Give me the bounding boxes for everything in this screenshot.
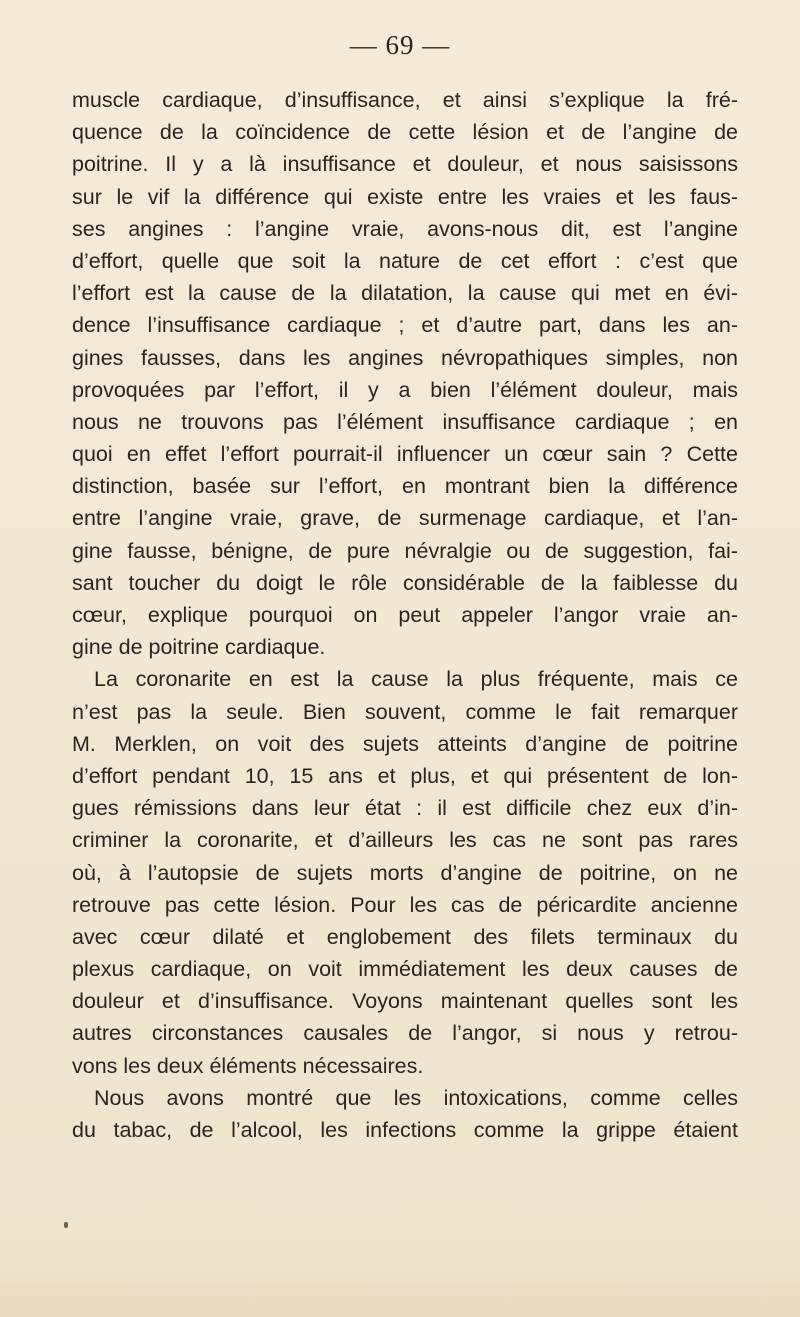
text-line: avec cœur dilaté et englobement des filets terminaux du [72, 924, 738, 949]
text-line: douleur et d’insuffisance. Voyons maintenant quelles sont les [72, 989, 738, 1014]
text-line: l’effort est la cause de la dilatation, la cause qui met en évi- [72, 281, 738, 306]
text-line: gues rémissions dans leur état : il est difficile chez eux d’in- [72, 796, 738, 821]
text-line: dence l’insuffisance cardiaque ; et d’autre part, dans les an- [72, 313, 738, 338]
text-line: plexus cardiaque, on voit immédiatement les deux causes de [72, 957, 738, 982]
ink-speck [64, 1222, 68, 1228]
text-line: nous ne trouvons pas l’élément insuffisance cardiaque ; en [72, 409, 738, 434]
page-number: — 69 — [349, 30, 451, 60]
text-line: quoi en effet l’effort pourrait-il influencer un cœur sain ? Cette [72, 442, 738, 467]
text-line: quence de la coïncidence de cette lésion et de l’angine de [72, 120, 738, 145]
text-line: autres circonstances causales de l’angor, si nous y retrou- [72, 1021, 738, 1046]
text-line: où, à l’autopsie de sujets morts d’angine de poitrine, on ne [72, 860, 738, 885]
text-line: sant toucher du doigt le rôle considérable de la faiblesse du [72, 570, 738, 595]
text-line: n’est pas la seule. Bien souvent, comme le fait remarquer [72, 699, 738, 724]
text-line: gine fausse, bénigne, de pure névralgie ou de suggestion, fai- [72, 538, 738, 563]
text-line: muscle cardiaque, d’insuffisance, et ainsi s’explique la fré- [72, 88, 738, 112]
body-text [72, 84, 738, 1146]
text-line: d’effort pendant 10, 15 ans et plus, et qui présentent de lon- [72, 763, 738, 788]
text-line: retrouve pas cette lésion. Pour les cas de péricardite ancienne [72, 892, 738, 917]
paragraph-start-line: La coronarite en est la cause la plus fréquente, mais ce [94, 667, 738, 692]
text-line: sur le vif la différence qui existe entre les vraies et les faus- [72, 184, 738, 209]
text-line: gines fausses, dans les angines névropathiques simples, non [72, 345, 738, 370]
page-bottom-shading [0, 1257, 800, 1317]
text-line: provoquées par l’effort, il y a bien l’élément douleur, mais [72, 377, 738, 402]
paragraph-start-line: Nous avons montré que les intoxications, comme celles [94, 1085, 738, 1110]
text-line: poitrine. Il y a là insuffisance et douleur, et nous saisissons [72, 152, 738, 177]
text-line: d’effort, quelle que soit la nature de cet effort : c’est que [72, 248, 738, 273]
text-line: cœur, explique pourquoi on peut appeler l’angor vraie an- [72, 603, 738, 627]
text-line-with-author-name: M. Merklen, on voit des sujets atteints d’angine de poitrine [72, 731, 738, 756]
text-line: criminer la coronarite, et d’ailleurs les cas ne sont pas rares [72, 828, 738, 853]
paragraph-end-line: vons les deux éléments nécessaires. [72, 1053, 424, 1078]
text-line: ses angines : l’angine vraie, avons-nous dit, est l’angine [72, 216, 738, 241]
text-line: du tabac, de l’alcool, les infections comme la grippe étaient [72, 1118, 738, 1142]
paragraph-end-line: gine de poitrine cardiaque. [72, 635, 326, 660]
text-line: distinction, basée sur l’effort, en montrant bien la différence [72, 474, 738, 499]
text-line: entre l’angine vraie, grave, de surmenage cardiaque, et l’an- [72, 506, 738, 531]
